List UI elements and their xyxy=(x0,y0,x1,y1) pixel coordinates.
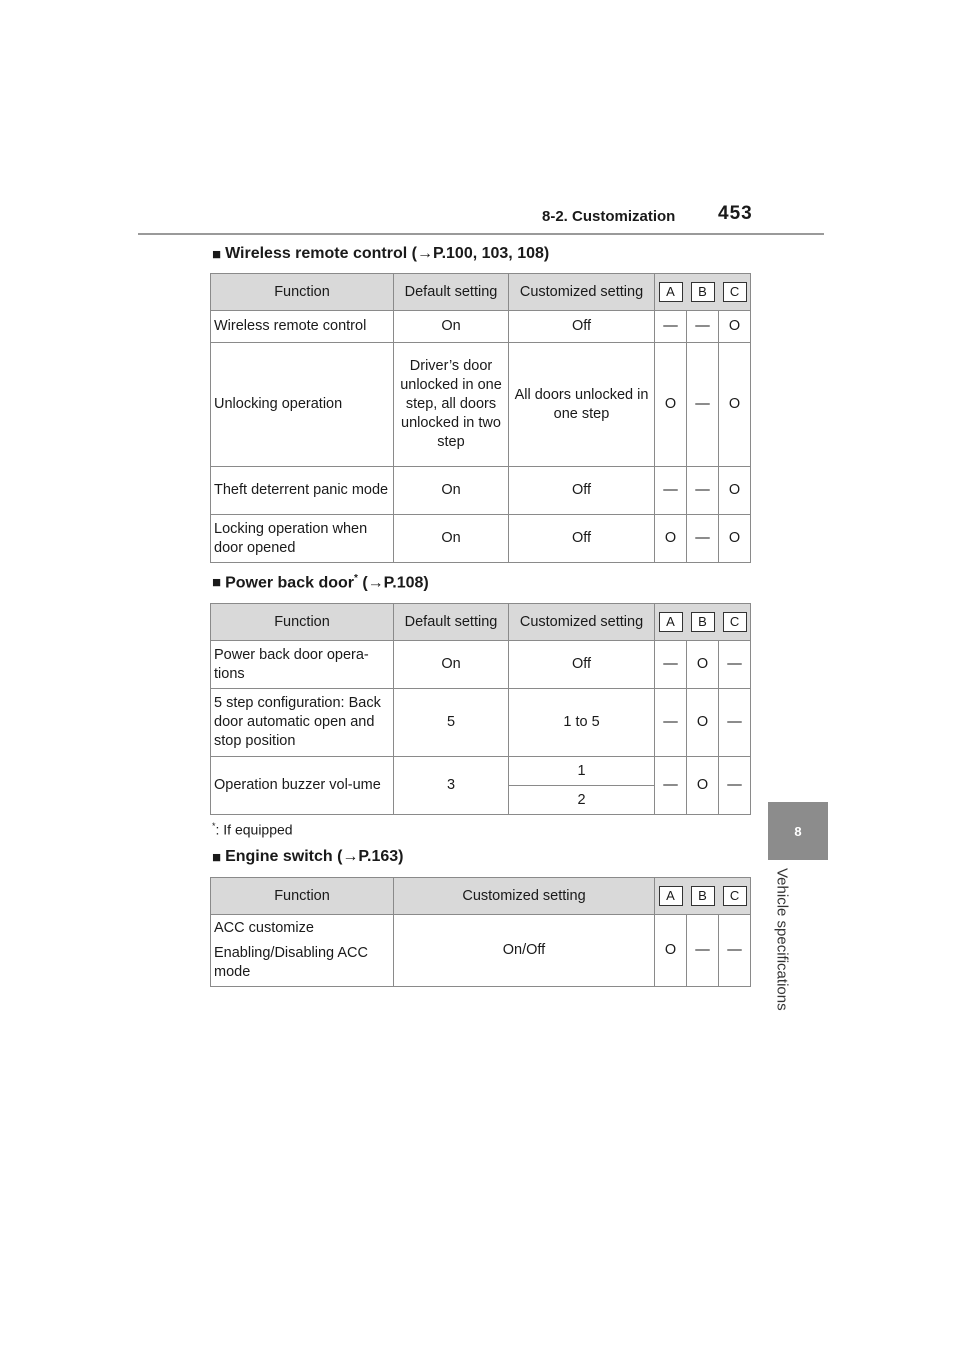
chapter-tab xyxy=(768,802,828,860)
a-cell: — xyxy=(655,757,687,815)
chapter-title-vertical xyxy=(766,868,798,1043)
a-cell: — xyxy=(655,641,687,689)
default-cell: 3 xyxy=(394,757,509,815)
a-cell: O xyxy=(655,915,687,987)
a-cell: O xyxy=(655,343,687,467)
column-header: Customized setting xyxy=(394,878,655,915)
section-title: 8-2. Customization xyxy=(542,208,676,225)
abc-header xyxy=(655,274,751,311)
function-cell: Operation buzzer vol-ume xyxy=(211,757,394,815)
c-cell: — xyxy=(719,689,751,757)
column-header: Default setting xyxy=(394,604,509,641)
default-cell: On xyxy=(394,467,509,515)
wireless-remote-table xyxy=(210,273,751,563)
abc-header xyxy=(655,604,751,641)
custom-cell: 2 xyxy=(509,786,655,815)
b-cell: — xyxy=(687,311,719,343)
default-cell: On xyxy=(394,515,509,563)
label-a-icon: A xyxy=(659,886,683,906)
table-row xyxy=(211,515,751,563)
heading-text: Engine switch (→P.163) xyxy=(225,848,404,865)
table-row xyxy=(211,467,751,515)
default-cell: 5 xyxy=(394,689,509,757)
c-cell: — xyxy=(719,915,751,987)
column-header: Default setting xyxy=(394,274,509,311)
default-cell: Driver’s door unlocked in one step, all doors unlocked in two step xyxy=(394,343,509,467)
power-back-door-table xyxy=(210,603,751,815)
function-cell: Theft deterrent panic mode xyxy=(211,467,394,515)
label-b-icon: B xyxy=(691,886,715,906)
column-header: Function xyxy=(211,604,394,641)
function-cell: Power back door opera-tions xyxy=(211,641,394,689)
default-cell: On xyxy=(394,641,509,689)
a-cell: — xyxy=(655,311,687,343)
label-b-icon: B xyxy=(691,282,715,302)
column-header: Customized setting xyxy=(509,274,655,311)
custom-cell: Off xyxy=(509,641,655,689)
function-cell: ACC customize Enabling/Disabling ACC mode xyxy=(211,915,394,987)
c-cell: — xyxy=(719,757,751,815)
label-c-icon: C xyxy=(723,886,747,906)
c-cell: O xyxy=(719,515,751,563)
custom-cell: Off xyxy=(509,311,655,343)
custom-cell: All doors unlocked in one step xyxy=(509,343,655,467)
custom-cell: Off xyxy=(509,515,655,563)
abc-header xyxy=(655,878,751,915)
table-row xyxy=(211,311,751,343)
table-row xyxy=(211,757,751,786)
arrow-icon: → xyxy=(416,245,433,262)
label-c-icon: C xyxy=(723,612,747,632)
column-header: Function xyxy=(211,274,394,311)
c-cell: O xyxy=(719,467,751,515)
default-cell: On xyxy=(394,311,509,343)
function-cell: Unlocking operation xyxy=(211,343,394,467)
section-heading-wireless xyxy=(212,245,549,263)
custom-cell: 1 to 5 xyxy=(509,689,655,757)
chapter-title: Vehicle specifications xyxy=(773,868,791,1011)
arrow-icon: → xyxy=(342,848,359,865)
section-heading-power-back-door xyxy=(212,573,429,592)
custom-cell: 1 xyxy=(509,757,655,786)
label-c-icon: C xyxy=(723,282,747,302)
a-cell: — xyxy=(655,689,687,757)
function-cell: Locking operation when door opened xyxy=(211,515,394,563)
engine-switch-table xyxy=(210,877,751,987)
b-cell: — xyxy=(687,515,719,563)
table-header-row xyxy=(211,604,751,641)
table-header-row xyxy=(211,274,751,311)
a-cell: O xyxy=(655,515,687,563)
c-cell: O xyxy=(719,343,751,467)
function-cell: Wireless remote control xyxy=(211,311,394,343)
footnote: *: If equipped xyxy=(212,821,293,838)
label-a-icon: A xyxy=(659,612,683,632)
chapter-number: 8 xyxy=(794,823,802,839)
label-b-icon: B xyxy=(691,612,715,632)
a-cell: — xyxy=(655,467,687,515)
c-cell: — xyxy=(719,641,751,689)
square-bullet-icon: ■ xyxy=(212,245,222,263)
column-header: Function xyxy=(211,878,394,915)
b-cell: O xyxy=(687,641,719,689)
table-row xyxy=(211,343,751,467)
b-cell: O xyxy=(687,757,719,815)
page-number: 453 xyxy=(718,203,753,224)
square-bullet-icon: ■ xyxy=(212,574,222,592)
b-cell: — xyxy=(687,343,719,467)
custom-cell: On/Off xyxy=(394,915,655,987)
custom-cell: Off xyxy=(509,467,655,515)
heading-text: Wireless remote control (→P.100, 103, 108) xyxy=(225,245,550,262)
b-cell: — xyxy=(687,467,719,515)
heading-text: Power back door* (→P.108) xyxy=(225,573,429,592)
square-bullet-icon: ■ xyxy=(212,848,222,866)
header-divider xyxy=(138,233,824,235)
table-row xyxy=(211,915,751,987)
table-row xyxy=(211,641,751,689)
table-header-row xyxy=(211,878,751,915)
b-cell: O xyxy=(687,689,719,757)
b-cell: — xyxy=(687,915,719,987)
function-cell: 5 step configuration: Back door automatic open and stop position xyxy=(211,689,394,757)
column-header: Customized setting xyxy=(509,604,655,641)
c-cell: O xyxy=(719,311,751,343)
table-row xyxy=(211,689,751,757)
arrow-icon: → xyxy=(367,574,384,592)
label-a-icon: A xyxy=(659,282,683,302)
section-heading-engine-switch xyxy=(212,848,403,866)
